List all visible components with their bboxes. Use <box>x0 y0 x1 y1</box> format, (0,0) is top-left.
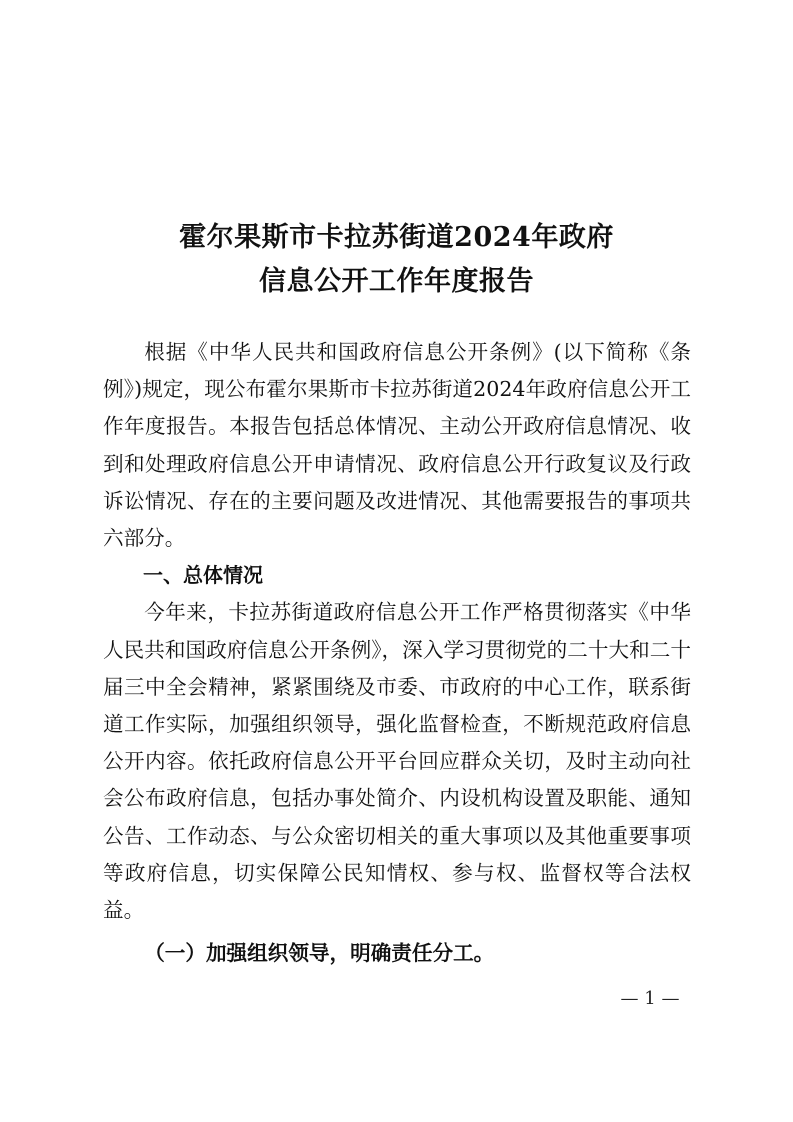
page-number: — 1 — <box>620 988 680 1009</box>
document-body <box>103 334 691 972</box>
title-line-1: 霍尔果斯市卡拉苏街道2024年政府 <box>179 222 614 253</box>
title-line-2: 信息公开工作年度报告 <box>259 266 534 297</box>
section-paragraph-overall: 今年来，卡拉苏街道政府信息公开工作严格贯彻落实《中华人民共和国政府信息公开条例》，深入学习贯彻党的二十大和二十届三中全会精神，紧紧围绕及市委、市政府的中心工作，联系街道工作实际，加强组织领导，强化监督检查，不断规范政府信息公开内容。依托政府信息公开平台回应群众关切，及时主动向社会公布政府信息，包括办事处简介、内设机构设置及职能、通知公告、工作动态、与公众密切相关的重大事项以及其他重要事项等政府信息，切实保障公民知情权、参与权、监督权等合法权益。 <box>103 600 691 923</box>
section-heading-overall: 一、总体情况 <box>143 563 263 588</box>
document-title <box>0 216 793 304</box>
subsection-heading-leadership: （一）加强组织领导，明确责任分工。 <box>144 941 495 966</box>
intro-paragraph: 根据《中华人民共和国政府信息公开条例》(以下简称《条例》)规定，现公布霍尔果斯市卡拉苏街道2024年政府信息公开工作年度报告。本报告包括总体情况、主动公开政府信息情况、收到和处理政府信息公开申请情况、政府信息公开行政复议及行政诉讼情况、存在的主要问题及改进情况、其他需要报告的事项共六部分。 <box>103 340 691 551</box>
